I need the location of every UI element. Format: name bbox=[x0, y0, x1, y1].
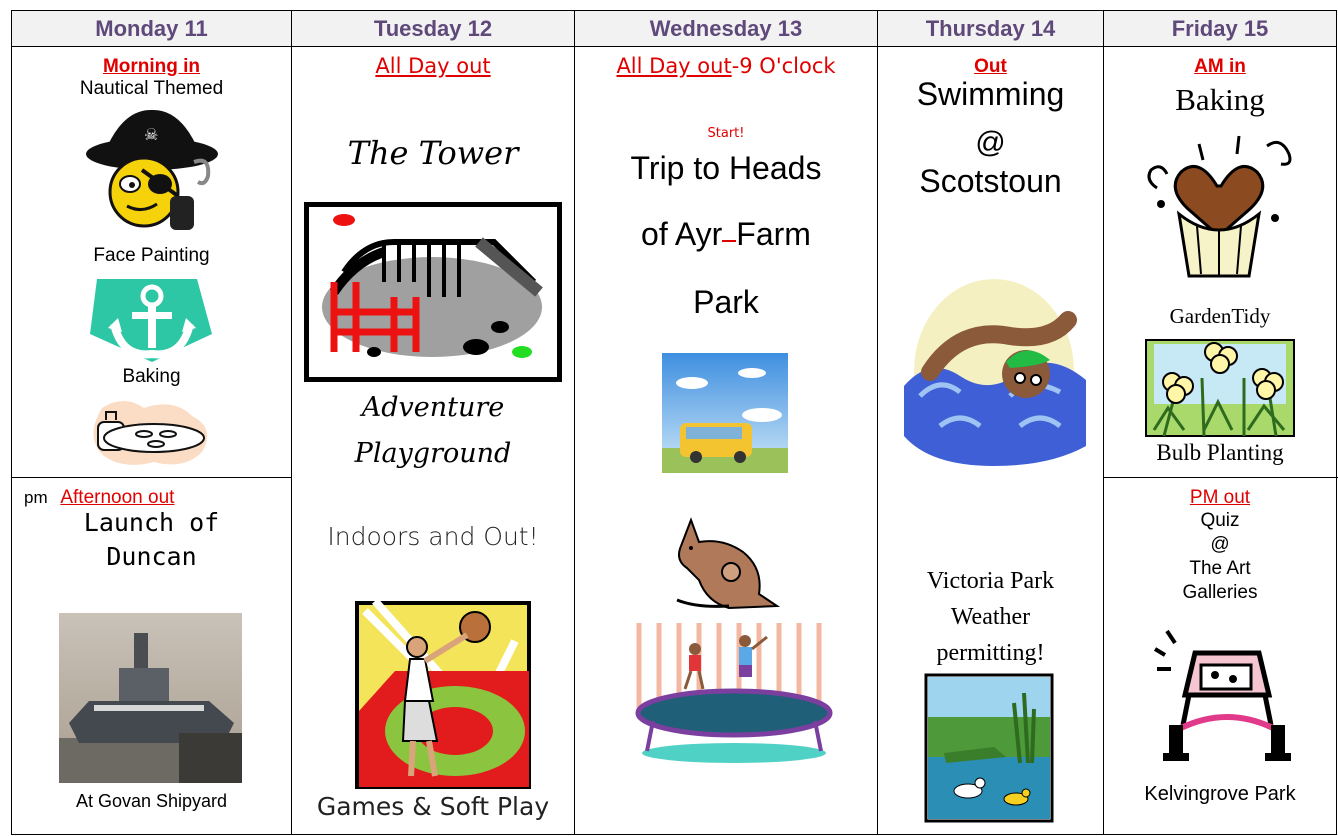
pm-label: pm bbox=[24, 488, 48, 507]
wednesday-cell bbox=[575, 48, 877, 836]
wednesday-start: Start! bbox=[707, 126, 745, 141]
friday-am-cell bbox=[1104, 48, 1336, 477]
friday-am-heading: AM in bbox=[1194, 56, 1246, 77]
art-gallery-icon bbox=[1149, 625, 1295, 765]
monday-am-cell bbox=[12, 48, 291, 477]
wednesday-trip-2a: of Ayr bbox=[641, 216, 723, 252]
trampoline-icon bbox=[633, 623, 835, 763]
wednesday-trip-1: Trip to Heads bbox=[630, 150, 822, 186]
monday-pm-cell bbox=[12, 478, 291, 836]
thursday-park-1: Victoria Park bbox=[926, 568, 1055, 594]
thursday-cell bbox=[878, 48, 1103, 836]
header-wednesday: Wednesday 13 bbox=[575, 11, 877, 47]
swimmer-icon bbox=[900, 276, 1088, 466]
tuesday-caption-1: Adventure bbox=[361, 392, 505, 423]
monday-activity-1: Nautical Themed bbox=[79, 78, 224, 99]
friday-pm-heading: PM out bbox=[1189, 487, 1251, 508]
ship-photo bbox=[59, 613, 242, 783]
monday-activity-2: Face Painting bbox=[93, 245, 210, 266]
tuesday-tagline: Indoors and Out! bbox=[327, 522, 539, 551]
tuesday-heading: All Day out bbox=[375, 54, 491, 78]
header-monday: Monday 11 bbox=[12, 11, 291, 47]
friday-quiz-4: Galleries bbox=[1182, 582, 1258, 603]
header-thursday: Thursday 14 bbox=[878, 11, 1103, 47]
thursday-park-3: permitting! bbox=[936, 640, 1045, 666]
monday-pm-title-2: Duncan bbox=[106, 542, 197, 571]
monday-pm-caption: At Govan Shipyard bbox=[75, 791, 228, 811]
monday-activity-3: Baking bbox=[122, 366, 181, 387]
bus-photo bbox=[662, 353, 788, 473]
monday-pm-title-1: Launch of bbox=[83, 508, 220, 537]
tuesday-cell bbox=[292, 48, 574, 836]
friday-quiz-2: @ bbox=[1210, 534, 1230, 555]
anchor-icon bbox=[82, 274, 217, 364]
svg-text:☠: ☠ bbox=[144, 125, 159, 144]
wednesday-trip-3: Park bbox=[693, 284, 759, 320]
tuesday-footer: Games & Soft Play bbox=[316, 792, 550, 821]
playground-icon bbox=[304, 202, 562, 382]
tuesday-caption-2: Playground bbox=[354, 438, 512, 469]
thursday-heading: Out bbox=[974, 56, 1007, 77]
weekly-schedule-table bbox=[11, 10, 1337, 835]
friday-activity-3: Bulb Planting bbox=[1156, 440, 1284, 465]
thursday-line-2: @ bbox=[975, 126, 1006, 159]
friday-quiz-3: The Art bbox=[1189, 558, 1251, 579]
kangaroo-icon bbox=[667, 498, 792, 613]
wednesday-start-time: -9 O'clock bbox=[731, 54, 836, 78]
friday-pm-cell bbox=[1104, 478, 1336, 836]
wednesday-heading: All Day out bbox=[616, 54, 732, 78]
header-tuesday: Tuesday 12 bbox=[292, 11, 574, 47]
friday-activity-1: Baking bbox=[1175, 82, 1265, 117]
friday-quiz-1: Quiz bbox=[1200, 510, 1240, 531]
tuesday-place: The Tower bbox=[347, 134, 519, 172]
friday-activity-2: GardenTidy bbox=[1169, 304, 1271, 328]
pond-ducks-icon bbox=[924, 673, 1054, 823]
thursday-park-2: Weather bbox=[950, 604, 1031, 630]
wednesday-trip-2b: Farm bbox=[736, 216, 811, 252]
monday-am-heading: Morning in bbox=[102, 56, 201, 77]
pirate-icon bbox=[82, 104, 222, 239]
cupcake-icon bbox=[1139, 126, 1304, 286]
thursday-line-3: Scotstoun bbox=[919, 163, 1062, 199]
friday-footer: Kelvingrove Park bbox=[1144, 783, 1296, 805]
flowers-icon bbox=[1144, 338, 1296, 438]
thursday-line-1: Swimming bbox=[916, 76, 1065, 112]
basketball-player-icon bbox=[355, 601, 531, 789]
monday-pm-heading: Afternoon out bbox=[60, 487, 175, 508]
baking-tray-icon bbox=[84, 398, 219, 470]
header-friday: Friday 15 bbox=[1104, 11, 1336, 47]
